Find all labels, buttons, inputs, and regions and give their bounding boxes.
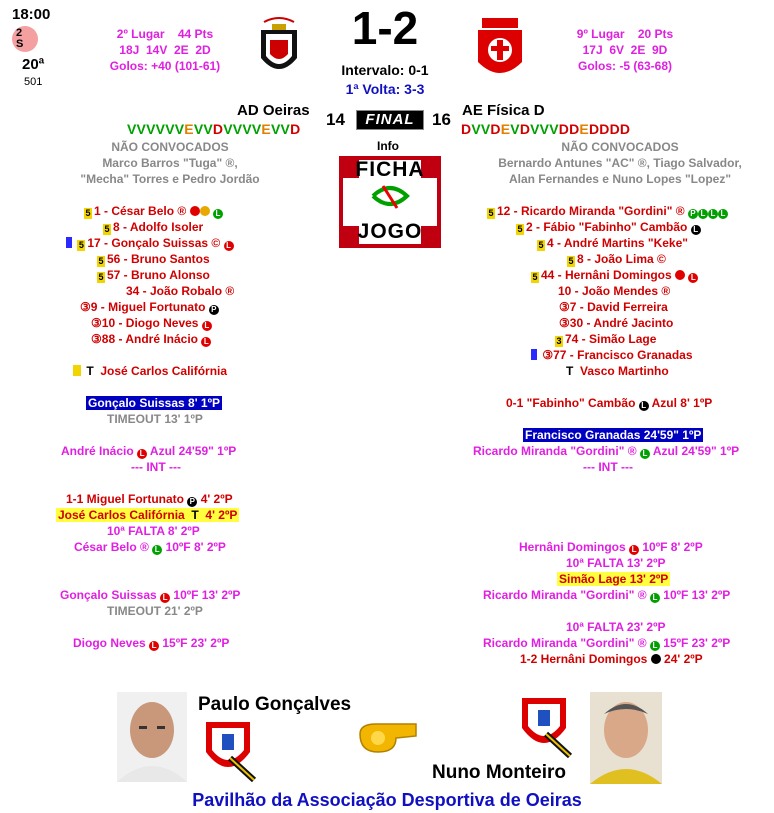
referee-1-association-crest-icon — [200, 718, 256, 782]
away-team-name: AE Física D — [462, 102, 545, 119]
away-team-points: 16 — [432, 110, 451, 129]
form-result-letter: V — [510, 121, 520, 137]
away-event-foul: Ricardo Miranda "Gordini" ® L 10ºF 13' 2ºP — [483, 588, 731, 602]
blue-card-icon — [66, 237, 72, 248]
referee-1-name: Paulo Gonçalves — [198, 694, 352, 715]
home-form — [127, 121, 300, 137]
green-icon: L — [708, 209, 718, 219]
green-icon: L — [640, 449, 650, 459]
yellow-card-icon: 3 — [556, 336, 562, 346]
home-team-points: 14 — [326, 110, 345, 129]
green-icon: L — [650, 593, 660, 603]
home-goals: Golos: +40 (101-61) — [109, 59, 221, 73]
home-not-called-title: NÃO CONVOCADOS — [111, 140, 229, 154]
starter-five-icon: 5 — [568, 256, 574, 266]
home-player-row: 5 57 - Bruno Alonso — [98, 268, 210, 282]
match-code: 501 — [24, 76, 43, 88]
starter-five-icon: 5 — [517, 224, 523, 234]
home-event-card: André Inácio L Azul 24'59" 1ºP — [61, 444, 237, 458]
away-event-goal: 1-2 Hernâni Domingos 24' 2ºP — [520, 652, 703, 666]
sub-icon: ③ — [559, 300, 570, 314]
orange-card-icon — [200, 206, 210, 216]
sub-icon: ③ — [80, 300, 91, 314]
away-not-called-line1: Bernardo Antunes "AC" ®, Tiago Salvador, — [498, 156, 742, 170]
home-event-timeout: TIMEOUT 21' 2ºP — [107, 604, 203, 618]
form-result-letter: D — [619, 121, 631, 137]
form-result-letter: D — [490, 121, 501, 137]
green-icon: L — [152, 545, 162, 555]
final-status-badge: FINAL — [356, 110, 424, 130]
away-player-row: ③30 - André Jacinto — [559, 316, 674, 330]
home-coach-row — [73, 363, 227, 379]
home-record: 18J 14V 2E 2D — [119, 43, 211, 57]
away-standing — [550, 26, 700, 74]
home-player-row: ③9 - Miguel Fortunato P — [80, 299, 219, 315]
form-result-letter: V — [203, 121, 213, 137]
form-result-letter: V — [270, 121, 281, 137]
form-result-letter: E — [261, 121, 271, 137]
competition-badge: 2 S — [12, 26, 46, 54]
goal-icon: L — [639, 401, 649, 411]
goal-icon — [651, 654, 661, 664]
form-result-letter: D — [558, 121, 570, 137]
kickoff-time: 18:00 — [12, 6, 51, 23]
red-foul-icon: L — [201, 337, 211, 347]
blue-card-icon — [531, 349, 537, 360]
referee-2-photo — [590, 692, 662, 784]
red-foul-icon: L — [160, 593, 170, 603]
ficha-jogo-logo — [339, 156, 441, 248]
coach-icon: T — [566, 364, 574, 378]
away-player-row: 5 8 - João Lima © — [568, 252, 666, 266]
home-crest-icon — [258, 16, 300, 82]
home-event-foul-count: 10ª FALTA 8' 2ºP — [107, 524, 200, 538]
referee-2-name: Nuno Monteiro — [432, 762, 567, 783]
referee-1-photo — [117, 692, 187, 782]
starter-five-icon: 5 — [98, 272, 104, 282]
away-points-table: 20 Pts — [637, 27, 674, 41]
form-result-letter: D — [588, 121, 600, 137]
away-player-row: 10 - João Mendes ® — [558, 284, 671, 298]
away-position: 9º Lugar — [576, 27, 625, 41]
form-result-letter: D — [461, 121, 472, 137]
home-event-coach-card: José Carlos Califórnia T 4' 2ºP — [58, 508, 238, 522]
away-player-row: 3 74 - Simão Lage — [556, 332, 657, 346]
logo-text-jogo: JOGO — [357, 220, 423, 243]
away-player-row: 5 12 - Ricardo Miranda "Gordini" ® P L L L — [487, 203, 728, 219]
form-result-letter: D — [609, 121, 620, 137]
form-result-letter: D — [212, 121, 224, 137]
home-standing — [90, 26, 240, 74]
away-event-blue-card: Francisco Granadas 24'59" 1ºP — [525, 428, 702, 442]
away-event-foul: Ricardo Miranda "Gordini" ® L 15ºF 23' 2ºP — [483, 636, 731, 650]
starter-five-icon: 5 — [104, 224, 110, 234]
form-result-letter: V — [136, 121, 147, 137]
red-foul-icon — [190, 206, 200, 216]
home-player-row: 5 1 - César Belo ® L — [84, 203, 223, 219]
referee-2-association-crest-icon — [516, 694, 572, 758]
sub-icon: ③ — [91, 332, 102, 346]
home-event-goal: 1-1 Miguel Fortunato P 4' 2ºP — [66, 492, 233, 506]
home-player-row: ③10 - Diogo Neves L — [91, 315, 212, 331]
red-foul-icon: L — [224, 241, 234, 251]
home-event-foul: César Belo ® L 10ºF 8' 2ºP — [74, 540, 226, 554]
red-foul-icon — [675, 270, 685, 280]
starter-five-icon: 5 — [85, 208, 91, 218]
away-event-foul-count: 10ª FALTA 13' 2ºP — [566, 556, 666, 570]
away-crest-icon — [474, 16, 526, 82]
away-event-interval: --- INT --- — [583, 460, 633, 474]
starter-five-icon: 5 — [98, 256, 104, 266]
form-result-letter: V — [232, 121, 243, 137]
form-result-letter: V — [251, 121, 262, 137]
away-form — [461, 121, 630, 137]
home-event-foul: Gonçalo Suissas L 10ºF 13' 2ºP — [60, 588, 241, 602]
form-result-letter: V — [539, 121, 550, 137]
green-icon: L — [718, 209, 728, 219]
sub-icon: ③ — [91, 316, 102, 330]
home-coach: José Carlos Califórnia — [100, 364, 228, 378]
away-not-called — [470, 139, 770, 187]
green-icon: L — [698, 209, 708, 219]
red-foul-icon: L — [137, 449, 147, 459]
away-player-row: 5 2 - Fábio "Fabinho" Cambão L — [516, 219, 701, 235]
halftime-score: Intervalo: 0-1 — [341, 62, 429, 78]
starter-five-icon: 5 — [538, 240, 544, 250]
away-player-row: ③7 - David Ferreira — [559, 300, 668, 314]
home-team-name: AD Oeiras — [237, 102, 310, 119]
round-number: 20ª — [22, 56, 45, 73]
home-player-row: ③88 - André Inácio L — [91, 331, 211, 347]
home-event-interval: --- INT --- — [131, 460, 181, 474]
home-event-timeout: TIMEOUT 13' 1ºP — [107, 412, 203, 426]
home-position: 2º Lugar — [116, 27, 165, 41]
home-not-called-line1: Marco Barros "Tuga" ®, — [102, 156, 238, 170]
final-score: 1-2 — [351, 2, 419, 54]
form-result-letter: V — [471, 121, 481, 137]
form-result-letter: V — [242, 121, 252, 137]
away-record: 17J 6V 2E 9D — [582, 43, 668, 57]
form-result-letter: V — [223, 121, 233, 137]
away-event-foul-count: 10ª FALTA 23' 2ºP — [566, 620, 666, 634]
red-foul-icon: L — [149, 641, 159, 651]
green-icon: P — [688, 209, 698, 219]
red-foul-icon: L — [688, 273, 698, 283]
coach-icon: T — [86, 364, 94, 378]
starter-five-icon: 5 — [488, 208, 494, 218]
away-player-row: 5 4 - André Martins "Keke" — [538, 236, 688, 250]
goal-icon: P — [209, 305, 219, 315]
red-foul-icon: L — [629, 545, 639, 555]
form-result-letter: D — [519, 121, 531, 137]
home-player-row: 34 - João Robalo ® — [126, 284, 235, 298]
form-result-letter: V — [165, 121, 175, 137]
form-result-letter: D — [569, 121, 580, 137]
home-not-called-line2: "Mecha" Torres e Pedro Jordão — [80, 172, 260, 186]
home-event-foul: Diogo Neves L 15ºF 23' 2ºP — [73, 636, 230, 650]
sub-icon: ③ — [542, 348, 554, 362]
form-result-letter: E — [579, 121, 589, 137]
form-result-letter: V — [280, 121, 291, 137]
away-event-goal: 0-1 "Fabinho" Cambão L Azul 8' 1ºP — [506, 396, 713, 410]
home-points-table: 44 Pts — [177, 27, 214, 41]
away-player-row: 5 44 - Hernâni Domingos L — [531, 267, 698, 283]
form-result-letter: V — [174, 121, 185, 137]
form-result-letter: E — [500, 121, 511, 137]
logo-text-ficha: FICHA — [355, 158, 425, 181]
red-foul-icon: L — [202, 321, 212, 331]
form-result-letter: E — [184, 121, 194, 137]
yellow-card-icon — [73, 365, 81, 376]
away-not-called-title: NÃO CONVOCADOS — [561, 140, 679, 154]
coach-icon: T — [191, 508, 199, 522]
form-result-letter: V — [530, 121, 540, 137]
away-not-called-line2: Alan Fernandes e Nuno Lopes "Lopez" — [508, 172, 732, 186]
info-link[interactable]: Info — [377, 139, 399, 153]
home-player-row: 5 8 - Adolfo Isoler — [104, 220, 204, 234]
home-not-called — [40, 139, 300, 187]
away-event-yellow-card: Simão Lage 13' 2ºP — [559, 572, 669, 586]
venue-name: Pavilhão da Associação Desportiva de Oeiras — [192, 790, 582, 810]
form-result-letter: V — [480, 121, 491, 137]
form-result-letter: D — [290, 121, 301, 137]
form-result-letter: V — [146, 121, 156, 137]
home-player-row: 5 17 - Gonçalo Suissas © L — [66, 235, 234, 251]
starter-five-icon: 5 — [532, 272, 538, 282]
starter-five-icon: 5 — [78, 240, 84, 250]
form-result-letter: V — [193, 121, 204, 137]
green-icon: L — [650, 641, 660, 651]
away-event-card: Ricardo Miranda "Gordini" ® L Azul 24'59" 1ºP — [473, 444, 740, 458]
away-coach-row — [566, 363, 669, 379]
green-icon: L — [213, 209, 223, 219]
form-result-letter: V — [155, 121, 166, 137]
away-coach: Vasco Martinho — [580, 364, 669, 378]
home-player-row: 5 56 - Bruno Santos — [98, 252, 210, 266]
away-event-foul: Hernâni Domingos L 10ºF 8' 2ºP — [519, 540, 703, 554]
away-goals: Golos: -5 (63-68) — [577, 59, 673, 73]
form-result-letter: D — [599, 121, 610, 137]
first-leg-score: 1ª Volta: 3-3 — [345, 81, 425, 97]
form-result-letter: V — [127, 121, 137, 137]
form-result-letter: V — [549, 121, 559, 137]
goal-icon: P — [187, 497, 197, 507]
whistle-icon — [356, 716, 422, 756]
goal-icon: L — [691, 225, 701, 235]
away-player-row: ③77 - Francisco Granadas — [531, 347, 693, 363]
home-event-blue-card: Gonçalo Suissas 8' 1ºP — [88, 396, 220, 410]
sub-icon: ③ — [559, 316, 570, 330]
